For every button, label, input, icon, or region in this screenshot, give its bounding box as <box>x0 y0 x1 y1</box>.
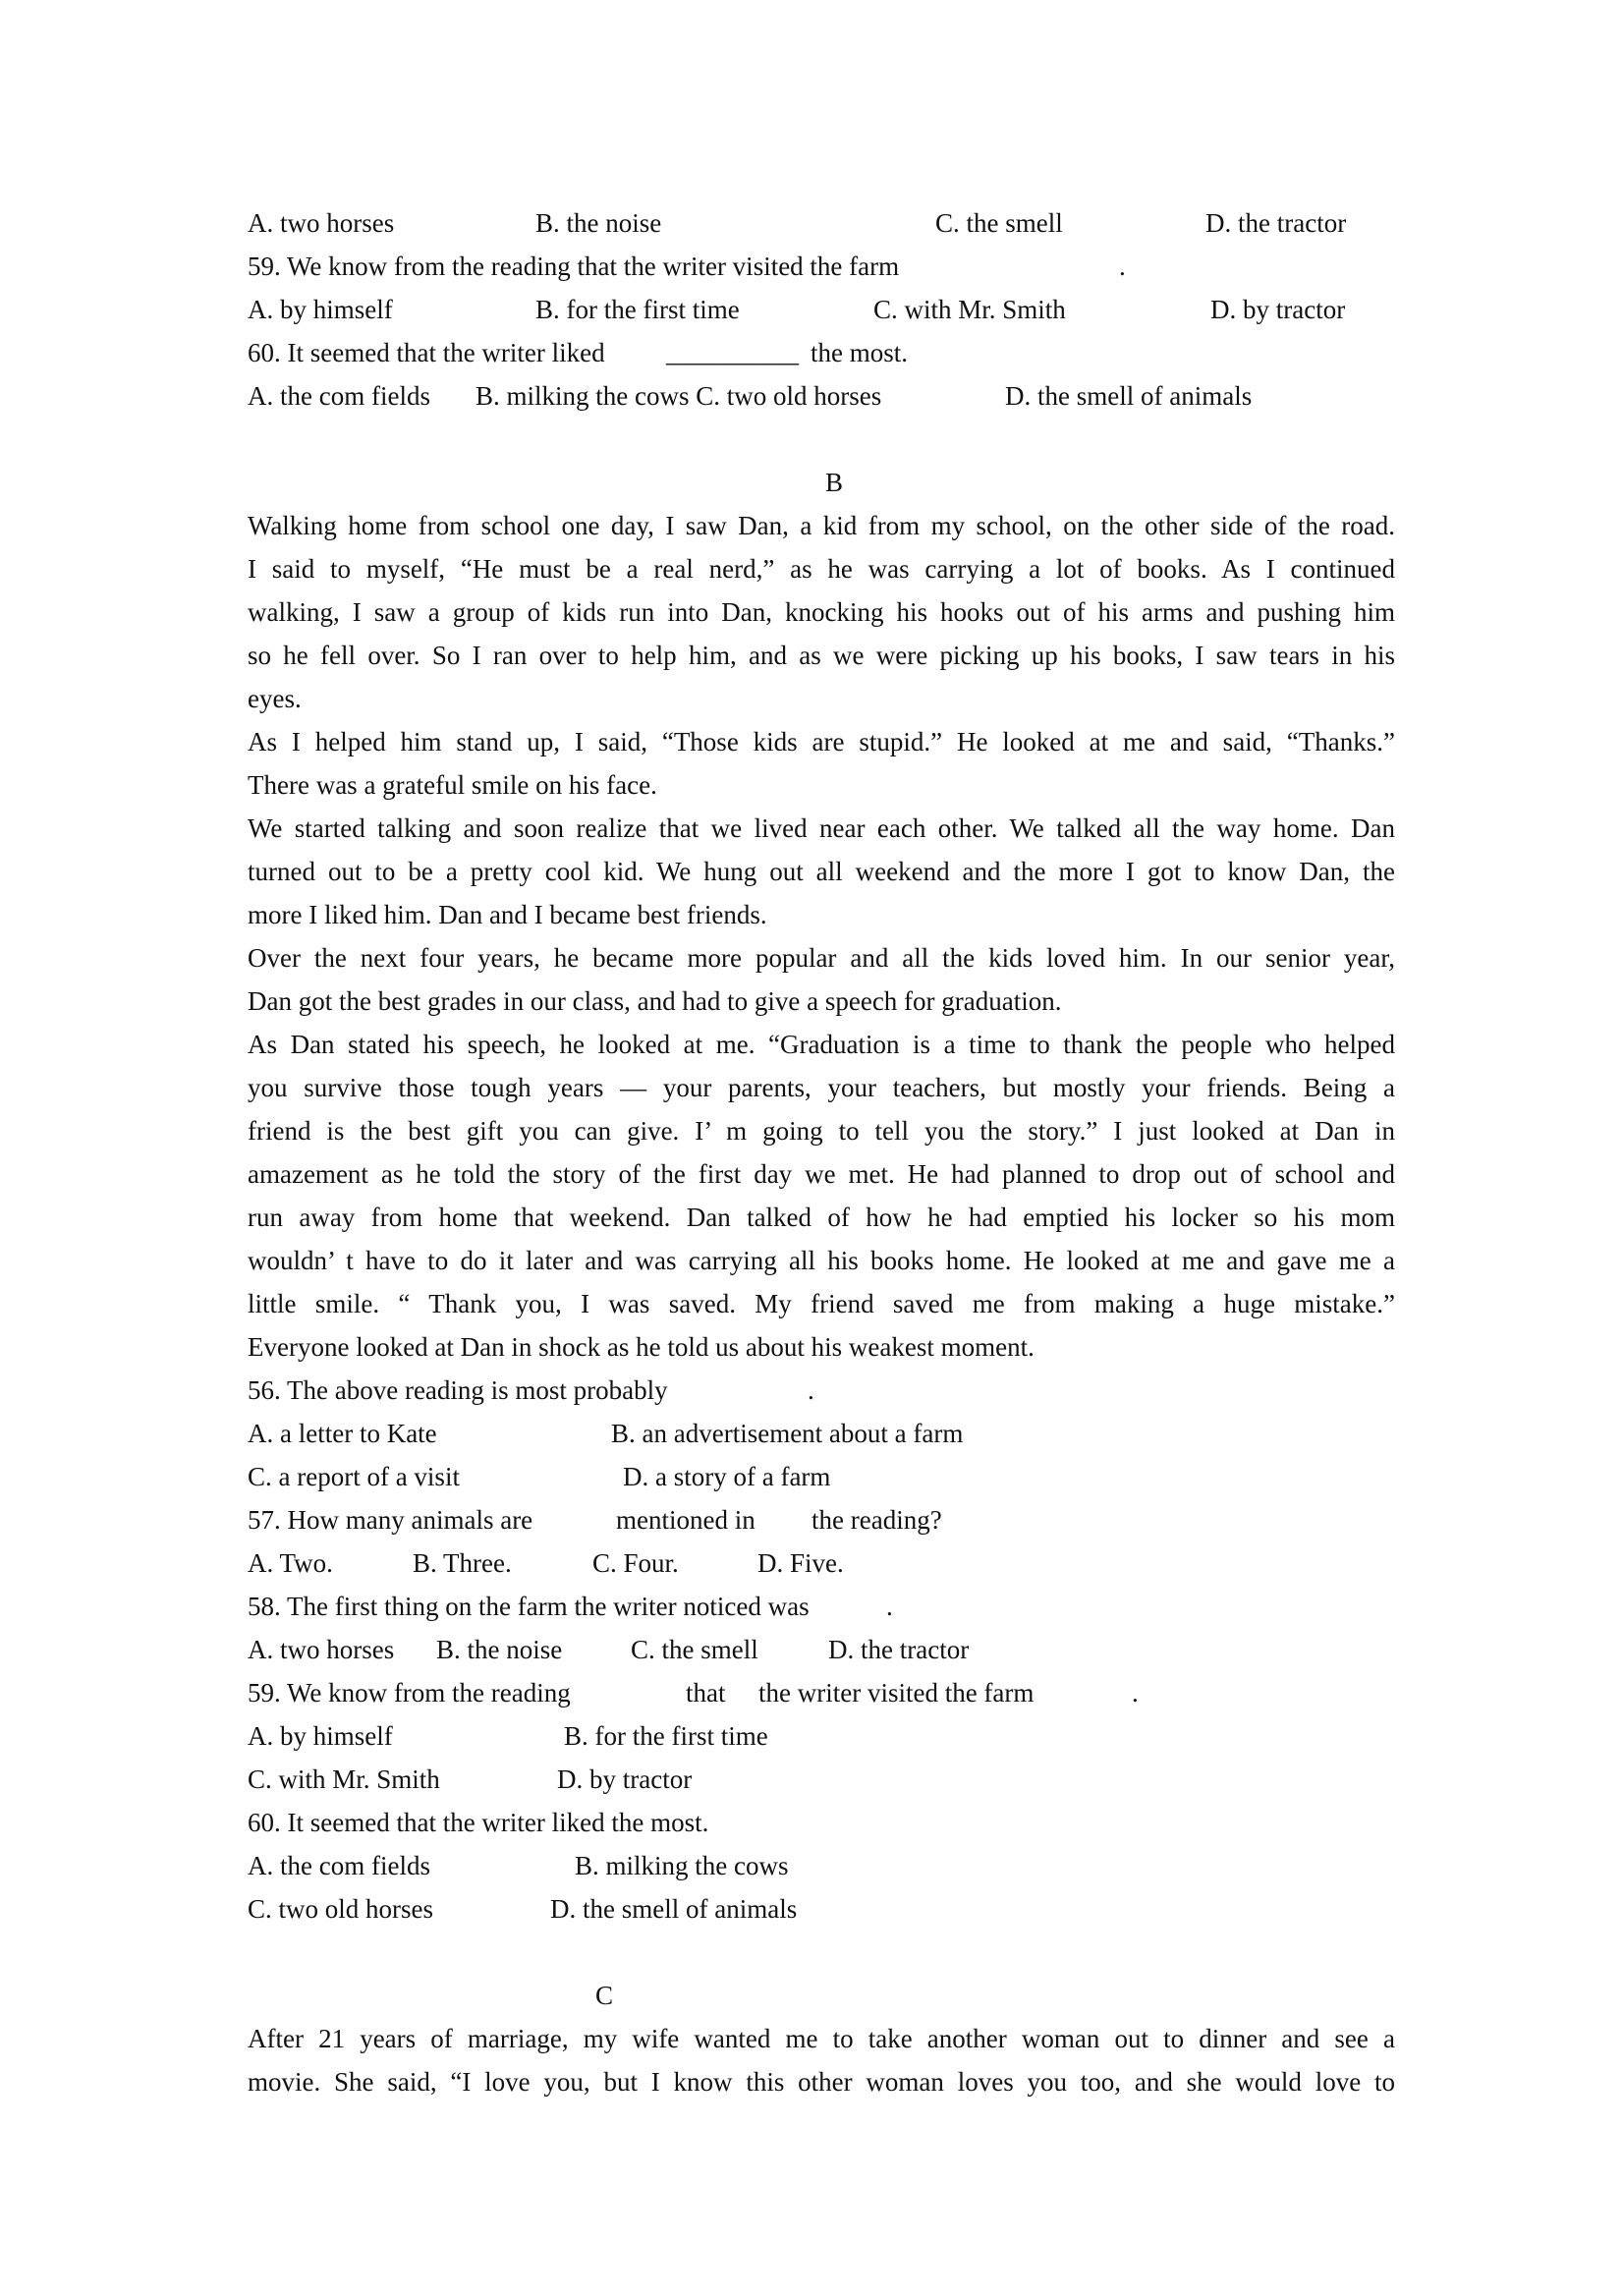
passage-line: Dan got the best grades in our class, and had to give a speech for graduation. <box>248 986 1062 1016</box>
q59b-stem-a: 59. We know from the reading <box>248 1678 571 1708</box>
section-c-passage <box>248 2017 1395 2103</box>
q59b-option-a: A. by himself <box>248 1721 393 1751</box>
q57-stem-a: 57. How many animals are <box>248 1505 533 1535</box>
q59-stem-end: . <box>1119 252 1126 281</box>
document-page <box>248 201 1395 2103</box>
passage-line: little smile. “ Thank you, I was saved. My friend saved me from making a huge mistake.” <box>248 1289 1395 1318</box>
q60b-stem: 60. It seemed that the writer liked the most. <box>248 1808 709 1837</box>
passage-line: friend is the best gift you can give. I’ m going to tell you the story.” I just looked at Dan in <box>248 1116 1395 1146</box>
q60-stem-row <box>248 331 1395 374</box>
q56-stem: 56. The above reading is most probably <box>248 1375 668 1405</box>
q59-stem-row <box>248 245 1395 288</box>
q56-option-a: A. a letter to Kate <box>248 1419 437 1448</box>
q56-option-b: B. an advertisement about a farm <box>611 1419 964 1448</box>
q60b-options-row-1 <box>248 1844 1395 1887</box>
passage-line: Everyone looked at Dan in shock as he told us about his weakest moment. <box>248 1332 1035 1362</box>
q56-options-row-1 <box>248 1412 1395 1455</box>
q59b-option-c: C. with Mr. Smith <box>248 1764 440 1794</box>
q57-stem-c: the reading? <box>812 1505 942 1535</box>
passage-line: I said to myself, “He must be a real nerd,” as he was carrying a lot of books. As I continued <box>248 554 1395 584</box>
passage-line: movie. She said, “I love you, but I know this other woman loves you too, and she would love to <box>248 2067 1395 2097</box>
q59b-option-d: D. by tractor <box>557 1764 693 1794</box>
q60b-stem-row <box>248 1801 1395 1844</box>
q60b-option-d: D. the smell of animals <box>550 1894 798 1924</box>
q60b-option-a: A. the com fields <box>248 1851 430 1880</box>
passage-line: more I liked him. Dan and I became best friends. <box>248 900 767 929</box>
q59b-option-b: B. for the first time <box>564 1721 768 1751</box>
section-c-heading <box>248 1974 1395 2017</box>
spacer <box>248 1931 1395 1974</box>
q58-option-a: A. two horses <box>248 208 395 238</box>
q59-option-c: C. with Mr. Smith <box>873 295 1066 324</box>
q59b-stem-b: that <box>686 1678 726 1708</box>
q56-option-d: D. a story of a farm <box>623 1462 831 1491</box>
q59b-stem-c: the writer visited the farm <box>758 1678 1035 1708</box>
q56-stem-row <box>248 1369 1395 1412</box>
q58b-option-c: C. the smell <box>631 1635 758 1664</box>
q59-option-b: B. for the first time <box>535 295 740 324</box>
passage-line: Over the next four years, he became more popular and all the kids loved him. In our senior year, <box>248 943 1395 973</box>
passage-line: so he fell over. So I ran over to help him, and as we were picking up his books, I saw tears in his <box>248 641 1395 670</box>
q58-option-c: C. the smell <box>935 208 1063 238</box>
section-b-heading <box>248 461 1395 504</box>
q58b-option-d: D. the tractor <box>828 1635 970 1664</box>
q58b-option-a: A. two horses <box>248 1635 395 1664</box>
q57-stem-row <box>248 1498 1395 1541</box>
q60b-options-row-2 <box>248 1887 1395 1931</box>
q57-option-d: D. Five. <box>757 1548 844 1578</box>
passage-line: you survive those tough years — your parents, your teachers, but mostly your friends. Being a <box>248 1073 1395 1102</box>
passage-line: There was a grateful smile on his face. <box>248 770 657 800</box>
passage-line: eyes. <box>248 684 302 713</box>
q58-option-d: D. the tractor <box>1205 208 1347 238</box>
q59-stem: 59. We know from the reading that the writer visited the farm <box>248 252 900 281</box>
q58b-stem-row <box>248 1585 1395 1628</box>
q58b-option-b: B. the noise <box>436 1635 563 1664</box>
passage-line: wouldn’ t have to do it later and was carrying all his books home. He looked at me and gave me a <box>248 1246 1395 1275</box>
q57-option-b: B. Three. <box>413 1548 512 1578</box>
q58b-stem-end: . <box>886 1592 893 1621</box>
passage-line: After 21 years of marriage, my wife wanted me to take another woman out to dinner and see a <box>248 2024 1395 2053</box>
q57-option-c: C. Four. <box>592 1548 679 1578</box>
section-c-letter: C <box>595 1981 614 2010</box>
q57-option-a: A. Two. <box>248 1548 333 1578</box>
q58b-stem: 58. The first thing on the farm the writer noticed was <box>248 1592 810 1621</box>
q58-option-b: B. the noise <box>535 208 662 238</box>
passage-line: walking, I saw a group of kids run into Dan, knocking his hooks out of his arms and pushing him <box>248 597 1395 627</box>
q59b-options-row-1 <box>248 1714 1395 1758</box>
q59b-stem-row <box>248 1671 1395 1714</box>
passage-line: We started talking and soon realize that we lived near each other. We talked all the way home. Dan <box>248 813 1395 843</box>
q56-stem-end: . <box>808 1375 814 1405</box>
q59-options-row <box>248 288 1395 331</box>
passage-line: turned out to be a pretty cool kid. We hung out all weekend and the more I got to know Dan, the <box>248 857 1395 886</box>
q58b-options-row <box>248 1628 1395 1671</box>
q59b-stem-end: . <box>1132 1678 1139 1708</box>
passage-line: Walking home from school one day, I saw Dan, a kid from my school, on the other side of the road. <box>248 511 1395 540</box>
q59-option-d: D. by tractor <box>1210 295 1346 324</box>
section-b-passage <box>248 504 1395 1369</box>
passage-line: As Dan stated his speech, he looked at me. “Graduation is a time to thank the people who helped <box>248 1030 1395 1059</box>
q56-option-c: C. a report of a visit <box>248 1462 460 1491</box>
q60-stem-a: 60. It seemed that the writer liked <box>248 338 605 367</box>
q60b-option-b: B. milking the cows <box>575 1851 789 1880</box>
q56-options-row-2 <box>248 1455 1395 1498</box>
q57-options-row <box>248 1541 1395 1585</box>
q59-option-a: A. by himself <box>248 295 393 324</box>
spacer <box>248 418 1395 461</box>
q60-stem-b: the most. <box>811 338 908 367</box>
q60-option-d: D. the smell of animals <box>1005 381 1253 411</box>
q60b-option-c: C. two old horses <box>248 1894 433 1924</box>
q60-option-bc: B. milking the cows C. two old horses <box>476 381 882 411</box>
q59b-options-row-2 <box>248 1758 1395 1801</box>
q60-options-row <box>248 374 1395 418</box>
passage-line: run away from home that weekend. Dan talked of how he had emptied his locker so his mom <box>248 1203 1395 1232</box>
q57-stem-b: mentioned in <box>616 1505 756 1535</box>
q60-blank: __________ <box>666 338 799 367</box>
q60-option-a: A. the com fields <box>248 381 430 411</box>
passage-line: As I helped him stand up, I said, “Those kids are stupid.” He looked at me and said, “Thanks.” <box>248 727 1395 756</box>
passage-line: amazement as he told the story of the first day we met. He had planned to drop out of school and <box>248 1159 1395 1189</box>
q58-options-row <box>248 201 1395 245</box>
section-b-letter: B <box>825 468 844 497</box>
